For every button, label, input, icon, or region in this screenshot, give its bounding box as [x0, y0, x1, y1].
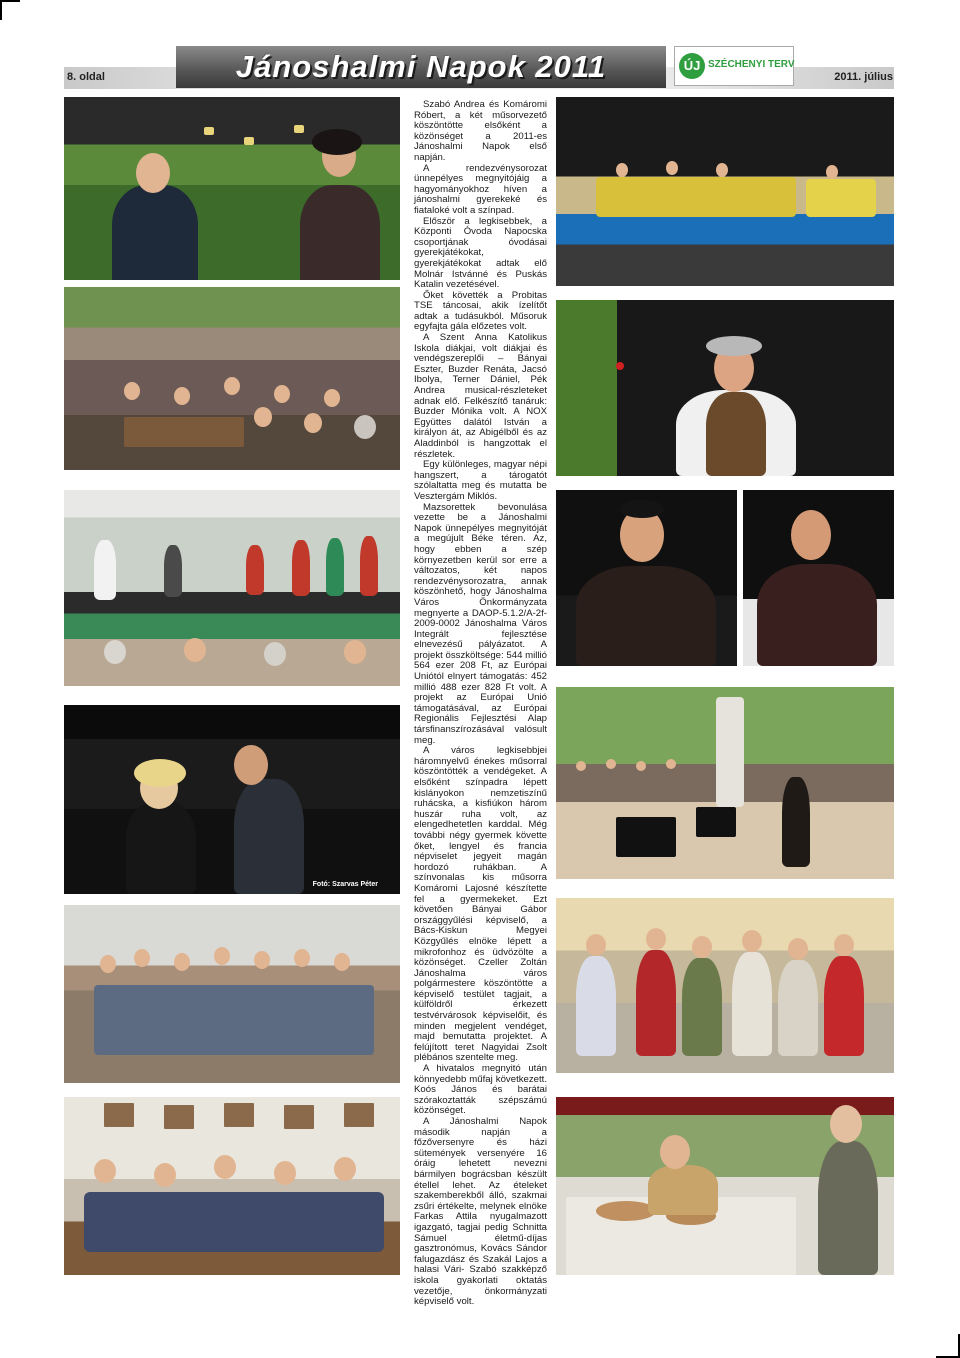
logo-text: SZÉCHENYI TERV — [708, 59, 795, 70]
szechenyi-logo — [674, 46, 794, 86]
article-paragraph: Szabó Andrea és Komáromi Róbert, a két műsorvezető köszöntötte elsőként a közönséget a 2011-es Jánoshalmi Napok első napján. — [414, 99, 547, 163]
article-paragraph: Mazsorettek bevonulása vezette be a Jánoshalmi Napok ünnepélyes megnyitóját a megújult Béke téren. Az, hogy ebben a szép környezetben kerül sor erre a változatos, két napos rendezvénysorozatra, annak köszönhető, hogy Jánoshalma Város Önkormányzata megnyerte a DAOP-5.1.2/A-2f-2009-0002 Jánoshalma Város Integrált fejlesztése elnevezésű pályázatot. A projekt összköltsége: 544 millió 564 ezer 208 Ft, az Európai Uniótól elnyert támogatás: 452 millió 488 ezer 828 Ft volt. A projekt az Európai Unió támogatásával, az Európai Regionális Fejlesztési Alap társfinanszírozásával valósult meg. — [414, 501, 547, 746]
article-paragraph: Először a legkisebbek, a Központi Óvoda Napocska csoportjának óvodásai gyerekjátékokat, gyerekjátékokat adtak elő Molnár Istvánné és Puskás Katalin vezetésével. — [414, 215, 547, 291]
article-paragraph: A Szent Anna Katolikus Iskola diákjai, volt diákjai és vendégszereplői – Bányai Eszter, Buzder Renáta, Jacsó Ibolya, Terner Dániel, Pék Andrea musical-részleteket adnak elő. Felkészítő tanáruk: Buzder Mónika volt. A NOX Együttes dalától István a királyon át, az Abigélből és az Aladdinból is hangzottak el részletek. — [414, 332, 547, 460]
photo-audience — [64, 287, 400, 470]
photo-credit: Fotó: Szarvas Péter — [312, 881, 378, 888]
photo-square-ceremony — [556, 687, 894, 879]
szechenyi-logo-icon: ÚJ — [679, 53, 705, 79]
article-text — [414, 100, 547, 1308]
photo-speaker-two — [743, 490, 894, 666]
photo-group-of-guests — [64, 905, 400, 1083]
article-paragraph: Egy különleges, magyar népi hangszert, a tárogatót szólaltatta meg és mutatta be Vesztergám Miklós. — [414, 459, 547, 502]
article-paragraph: A rendezvénysorozat ünnepélyes megnyitójáig a hagyományokhoz híven a jánoshalmi gyerekeké és fiataloké volt a színpad. — [414, 162, 547, 216]
issue-date: 2011. július — [834, 71, 893, 83]
page-number: 8. oldal — [67, 71, 105, 83]
article-paragraph: A Jánoshalmi Napok második napján a főzőversenyre és házi sütemények versenyére 16 óráig lehetett nevezni bármilyen bográcsban készült étellel lehet. Az ételeket szakemberekből álló, szakmai zsűri értékelte, melynek elnöke Farkas Attila nyugalmazott igazgató, tagjai pedig Schnitta Sámuel életmű-díjas gasztronómus, Kovács Sándor falugazdász és Szakál Lajos a halasi Vári- Szabó szakképző iskola gyakorlati oktatás vezetője, önkormányzati képviselő volt. — [414, 1116, 547, 1308]
photo-tarogato-player — [556, 300, 894, 476]
photo-stage-performers — [556, 97, 894, 286]
photo-speaker-one — [556, 490, 737, 666]
crop-mark-top-left — [0, 0, 20, 20]
article-paragraph: A hivatalos megnyitó után könnyedebb műfaj következett. Koós János és barátai szórakoztatták szépszámú közönséget. — [414, 1063, 547, 1117]
article-paragraph: A város legkisebbjei háromnyelvű énekes műsorral köszöntötték a vendégeket. A elsőként színpadra lépett kislányokon nemzetiszínű ruhácska, a kisfiúkon három huszár ruha volt, az elengedhetetlen karddal. Még további négy gyermek követte őket, lengyel és francia népviselet jegyeit magán hordozó ruhákban. A színvonalas kis műsorra Komáromi Lajosné készítette fel a gyermekeket. Ezt követően Bányai Gábor országgyűlési képviselő, a Bács-Kiskun Megyei Közgyűlés elnöke lépett a mikrofonhoz és üdvözölte a közönséget. Czeller Zoltán Jánoshalma város polgármestere köszöntötte a képviselő testület tagjait, a külföldről érkezett testvérvárosok képviselőit, és minden megjelent vendéget, majd bemutatta projektet. A felújított teret Nagyidai Zsolt plébános szentelte meg. — [414, 745, 547, 1064]
photo-men-group — [556, 898, 894, 1073]
photo-hosts-on-stage — [64, 97, 400, 280]
article-paragraph: Őket követték a Probitas TSE táncosai, akik ízelítőt adtak a tudásukból. Műsoruk egyfajta gála előzetes volt. — [414, 289, 547, 333]
photo-pastry-table — [556, 1097, 894, 1275]
photo-singers — [64, 705, 400, 894]
photo-guests-indoors — [64, 1097, 400, 1275]
page-title: Jánoshalmi Napok 2011 — [235, 49, 607, 84]
crop-mark-bottom-right — [936, 1334, 960, 1358]
photo-children-dancers — [64, 490, 400, 686]
